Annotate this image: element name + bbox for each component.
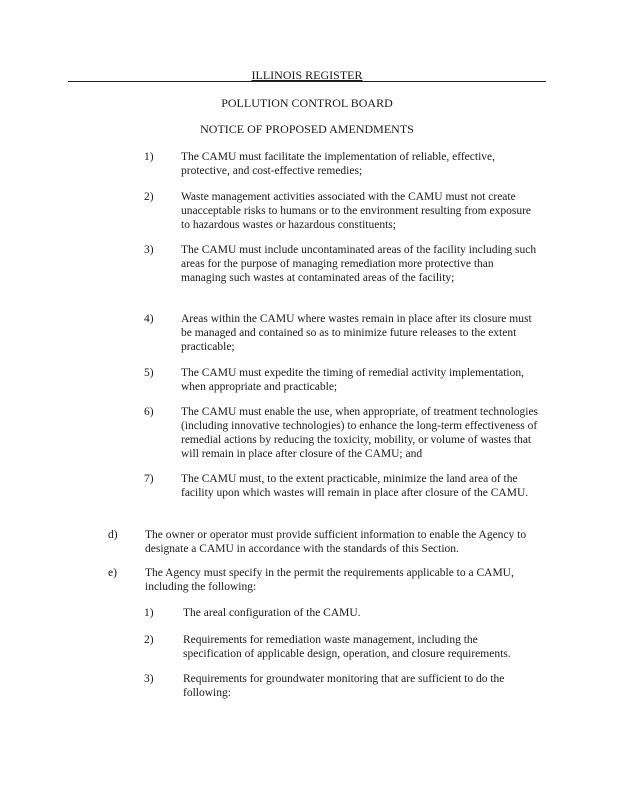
item-number: 2) [144, 191, 154, 203]
board-title: POLLUTION CONTROL BOARD [221, 96, 393, 110]
sub-item-number: 1) [144, 607, 154, 619]
sub-item-text: Requirements for groundwater monitoring that are sufficient to do the following: [183, 673, 505, 699]
item-number: 3) [144, 244, 154, 256]
notice-title: NOTICE OF PROPOSED AMENDMENTS [200, 122, 414, 136]
item-text: The CAMU must expedite the timing of remedial activity implementation, when appropriate and practicable; [181, 367, 525, 393]
register-title: ILLINOIS REGISTER [251, 68, 363, 82]
item-number: 7) [144, 473, 154, 485]
sub-item-number: 2) [144, 634, 154, 646]
item-text: Areas within the CAMU where wastes remain in place after its closure must be managed and contained so as to minimize future releases to the extent practicable; [181, 313, 532, 353]
sub-item-text: Requirements for remediation waste management, including the specification of applicable design, operation, and closure requirements. [183, 634, 511, 660]
item-number: 6) [144, 406, 154, 418]
item-number: 4) [144, 313, 154, 325]
section-e-text: The Agency must specify in the permit the requirements applicable to a CAMU, including the following: [145, 567, 514, 593]
item-text: The CAMU must include uncontaminated areas of the facility including such areas for the purpose of managing remediation more protective than managing such wastes at contaminated areas of the facility; [181, 244, 537, 284]
section-d-letter: d) [108, 529, 118, 541]
section-d-text: The owner or operator must provide sufficient information to enable the Agency to designate a CAMU in accordance with the standards of this Section. [145, 529, 527, 555]
item-text: The CAMU must enable the use, when appropriate, of treatment technologies (including innovative technologies) to enhance the long-term effectiveness of remedial actions by reducing the toxicity, mobility, or volume of wastes that will remain in place after closure of the CAMU; and [181, 406, 539, 460]
sub-item-number: 3) [144, 673, 154, 685]
item-number: 5) [144, 367, 154, 379]
item-text: The CAMU must, to the extent practicable, minimize the land area of the facility upon which wastes will remain in place after closure of the CAMU. [181, 473, 529, 499]
item-number: 1) [144, 151, 154, 163]
section-e-letter: e) [108, 567, 117, 579]
item-text: The CAMU must facilitate the implementation of reliable, effective, protective, and cost-effective remedies; [181, 151, 496, 177]
sub-item-text: The areal configuration of the CAMU. [183, 607, 361, 619]
item-text: Waste management activities associated with the CAMU must not create unacceptable risks to humans or to the environment resulting from exposure to hazardous wastes or hazardous constituents; [181, 191, 532, 231]
